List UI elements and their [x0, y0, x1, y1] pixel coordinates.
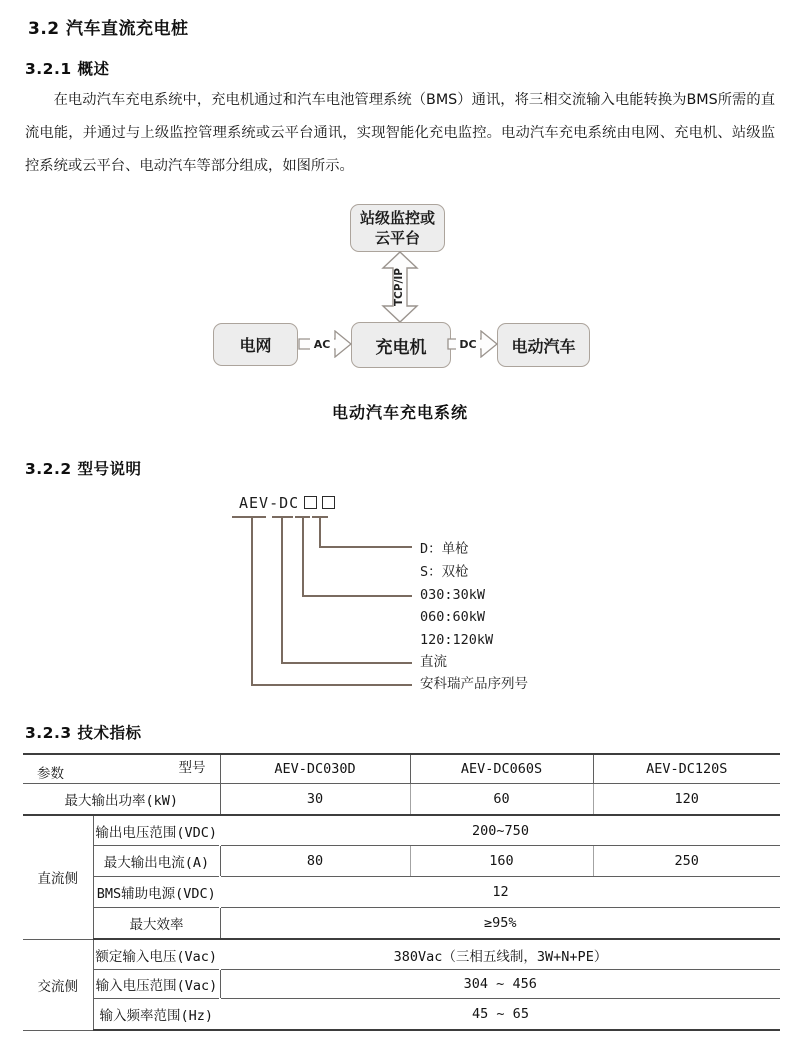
ev-box-label: 电动汽车 [511, 336, 576, 356]
cell-value: 120 [593, 784, 780, 816]
specs-corner-cell [23, 754, 220, 784]
branch-vline-3 [302, 517, 304, 596]
group-label-dc: 直流侧 [23, 815, 93, 939]
model-label-120: 120:120kW [420, 632, 494, 648]
spec-row-input-voltage [23, 970, 780, 999]
row-label: 输出电压范围(VDC) [93, 815, 220, 846]
branch-vline-2 [281, 517, 283, 663]
branch-hline-1 [251, 684, 412, 686]
model-label-030: 030:30kW [420, 587, 486, 603]
model-placeholder-box-2 [322, 496, 335, 509]
spec-row-input-frequency [23, 999, 780, 1031]
spec-row-output-voltage [23, 815, 780, 846]
model-col-header: AEV-DC120S [593, 754, 780, 784]
ac-label: AC [310, 337, 334, 352]
cell-value: 80 [220, 846, 410, 877]
cloud-platform-box [350, 204, 445, 252]
diagram-caption: 电动汽车充电系统 [331, 403, 468, 422]
row-label: 输入电压范围(Vac) [93, 970, 220, 999]
branch-tick-2 [272, 516, 293, 518]
cloud-box-line2: 云平台 [374, 229, 420, 247]
cell-value: 250 [593, 846, 780, 877]
spec-row-power [23, 784, 780, 816]
cloud-platform-box-text [360, 208, 435, 248]
corner-model-label: 型号 [178, 760, 206, 776]
branch-hline-4 [319, 546, 412, 548]
cell-value: 304 ~ 456 [220, 970, 780, 999]
spec-row-rated-input [23, 939, 780, 970]
overview-paragraph: 在电动汽车充电系统中，充电机通过和汽车电池管理系统（BMS）通讯，将三相交流输入电能转换为BMS所需的直流电能，并通过与上级监控管理系统或云平台通讯，实现智能化充电监控。电动汽车充电系统由电网、充电机、站级监控系统或云平台、电动汽车等部分组成，如图所示。 [25, 92, 775, 174]
corner-param-label: 参数 [37, 766, 64, 782]
group-label-ac: 交流侧 [23, 939, 93, 1030]
model-label-060: 060:60kW [420, 609, 486, 625]
model-label-gun-d: D：单枪 [420, 541, 469, 557]
model-col-header: AEV-DC060S [410, 754, 593, 784]
cell-value: ≥95% [220, 908, 780, 940]
tcpip-label: TCP/IP [393, 268, 405, 307]
grid-box-label: 电网 [239, 336, 272, 355]
branch-vline-4 [319, 517, 321, 547]
model-label-dc: 直流 [420, 654, 447, 670]
spec-row-bms-power [23, 877, 780, 908]
model-placeholder-box-1 [304, 496, 317, 509]
overview-heading: 3.2.1 概述 [25, 60, 110, 78]
model-code [239, 494, 335, 512]
specs-heading: 3.2.3 技术指标 [25, 724, 142, 742]
charger-box-label: 充电机 [375, 337, 427, 358]
row-label: 输入频率范围(Hz) [93, 999, 220, 1031]
specs-table [23, 753, 780, 1031]
cell-value: 60 [410, 784, 593, 816]
cell-value: 30 [220, 784, 410, 816]
cell-value: 380Vac（三相五线制，3W+N+PE） [220, 939, 780, 970]
charger-box [351, 322, 451, 368]
specs-header-row [23, 754, 780, 784]
section-title: 3.2 汽车直流充电桩 [28, 19, 189, 39]
branch-tick-1 [232, 516, 266, 518]
model-heading: 3.2.2 型号说明 [25, 460, 142, 478]
ev-box [497, 323, 590, 367]
cell-value: 12 [220, 877, 780, 908]
row-label: 最大输出功率(kW) [23, 784, 220, 816]
branch-hline-3 [302, 595, 412, 597]
model-label-series: 安科瑞产品序列号 [420, 676, 528, 692]
row-label: 最大效率 [93, 908, 220, 940]
model-label-gun-s: S：双枪 [420, 564, 469, 580]
spec-row-efficiency [23, 908, 780, 940]
row-label: 额定输入电压(Vac) [93, 939, 220, 970]
grid-box [213, 323, 298, 366]
cell-value: 160 [410, 846, 593, 877]
row-label: 最大输出电流(A) [93, 846, 220, 877]
model-prefix: AEV-DC [239, 494, 300, 512]
spec-row-output-current [23, 846, 780, 877]
branch-hline-2 [281, 662, 412, 664]
cell-value: 200~750 [220, 815, 780, 846]
row-label: BMS辅助电源(VDC) [93, 877, 220, 908]
cell-value: 45 ~ 65 [220, 999, 780, 1031]
cloud-box-line1: 站级监控或 [359, 209, 435, 227]
dc-label: DC [456, 337, 480, 352]
branch-vline-1 [251, 517, 253, 685]
model-col-header: AEV-DC030D [220, 754, 410, 784]
